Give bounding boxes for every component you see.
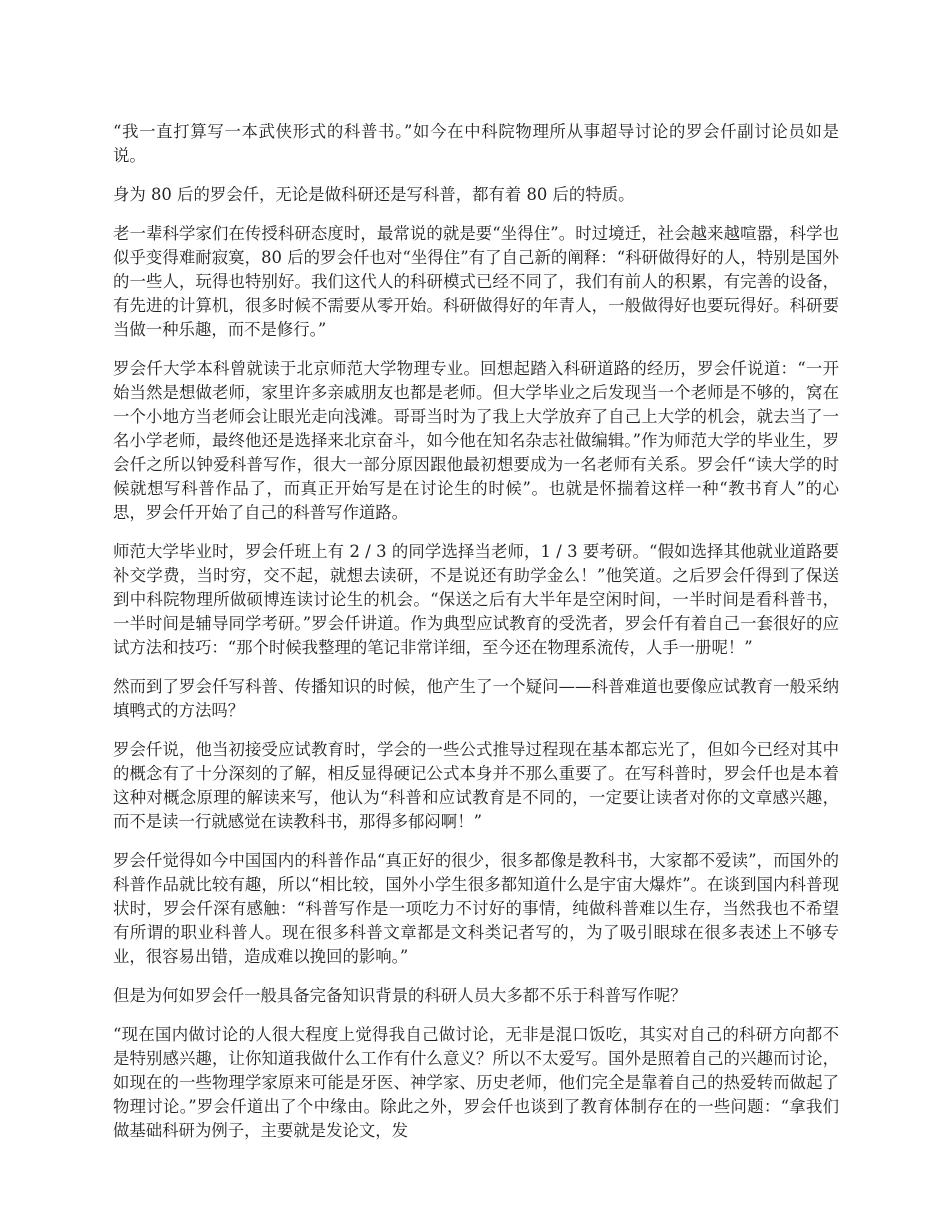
paragraph-5: 师范大学毕业时，罗会仟班上有 2 / 3 的同学选择当老师，1 / 3 要考研。“假如选择其他就业道路要补交学费，当时穷，交不起，就想去读研，不是说还有助学金么！”他笑道。之后罗会仟得到了保送到中科院物理所做硕博连读讨论生的机会。“保送之后有大半年是空闲时间，一半时间是看科普书，一半时间是辅导同学考研。”罗会仟讲道。作为典型应试教育的受洗者，罗会仟有着自己一套很好的应试方法和技巧：“那个时候我整理的笔记非常详细，至今还在物理系流传，人手一册呢！” — [113, 542, 839, 657]
paragraph-4: 罗会仟大学本科曾就读于北京师范大学物理专业。回想起踏入科研道路的经历，罗会仟说道：“一开始当然是想做老师，家里许多亲戚朋友也都是老师。但大学毕业之后发现当一个老师是不够的，窝在一个小地方当老师会让眼光走向浅滩。哥哥当时为了我上大学放弃了自己上大学的机会，就去当了一名小学老师，最终他还是选择来北京奋斗，如今他在知名杂志社做编辑。”作为师范大学的毕业生，罗会仟之所以钟爱科普写作，很大一部分原因跟他最初想要成为一名老师有关系。罗会仟“读大学的时候就想写科普作品了，而真正开始写是在讨论生的时候”。也就是怀揣着这样一种“教书育人”的心思，罗会仟开始了自己的科普写作道路。 — [113, 359, 839, 522]
paragraph-7: 罗会仟说，他当初接受应试教育时，学会的一些公式推导过程现在基本都忘光了，但如今已经对其中的概念有了十分深刻的了解，相反显得硬记公式本身并不那么重要了。在写科普时，罗会仟也是本着这种对概念原理的解读来写，他认为“科普和应试教育是不同的，一定要让读者对你的文章感兴趣，而不是读一行就感觉在读教科书，那得多郁闷啊！” — [113, 740, 839, 831]
paragraph-8: 罗会仟觉得如今中国国内的科普作品“真正好的很少，很多都像是教科书，大家都不爱读”，而国外的科普作品就比较有趣，所以“相比较，国外小学生很多都知道什么是宇宙大爆炸”。在谈到国内科普现状时，罗会仟深有感触：“科普写作是一项吃力不讨好的事情，纯做科普难以生存，当然我也不希望有所谓的职业科普人。现在很多科普文章都是文科类记者写的，为了吸引眼球在很多表述上不够专业，很容易出错，造成难以挽回的影响。” — [113, 851, 839, 966]
paragraph-9: 但是为何如罗会仟一般具备完备知识背景的科研人员大多都不乐于科普写作呢？ — [113, 986, 687, 1005]
article-body — [113, 120, 839, 1158]
paragraph-1: “我一直打算写一本武侠形式的科普书。”如今在中科院物理所从事超导讨论的罗会仟副讨论员如是说。 — [113, 122, 839, 165]
paragraph-6: 然而到了罗会仟写科普、传播知识的时候，他产生了一个疑问——科普难道也要像应试教育一般采纳填鸭式的方法吗？ — [113, 677, 839, 720]
paragraph-10: “现在国内做讨论的人很大程度上觉得我自己做讨论，无非是混口饭吃，其实对自己的科研方向都不是特别感兴趣，让你知道我做什么工作有什么意义？所以不太爱写。国外是照着自己的兴趣而讨论，如现在的一些物理学家原来可能是牙医、神学家、历史老师，他们完全是靠着自己的热爱转而做起了物理讨论。”罗会仟道出了个中缘由。除此之外，罗会仟也谈到了教育体制存在的一些问题：“拿我们做基础科研为例子，主要就是发论文，发 — [113, 1025, 839, 1140]
paragraph-3: 老一辈科学家们在传授科研态度时，最常说的就是要“坐得住”。时过境迁，社会越来越喧嚣，科学也似乎变得难耐寂寞，80 后的罗会仟也对“坐得住”有了自己新的阐释：“科研做得好的人，特别是国外的一些人，玩得也特别好。我们这代人的科研模式已经不同了，我们有前人的积累，有完善的设备，有先进的计算机，很多时候不需要从零开始。科研做得好的年青人，一般做得好也要玩得好。科研要当做一种乐趣，而不是修行。” — [113, 224, 839, 339]
paragraph-2: 身为 80 后的罗会仟，无论是做科研还是写科普，都有着 80 后的特质。 — [113, 185, 635, 204]
